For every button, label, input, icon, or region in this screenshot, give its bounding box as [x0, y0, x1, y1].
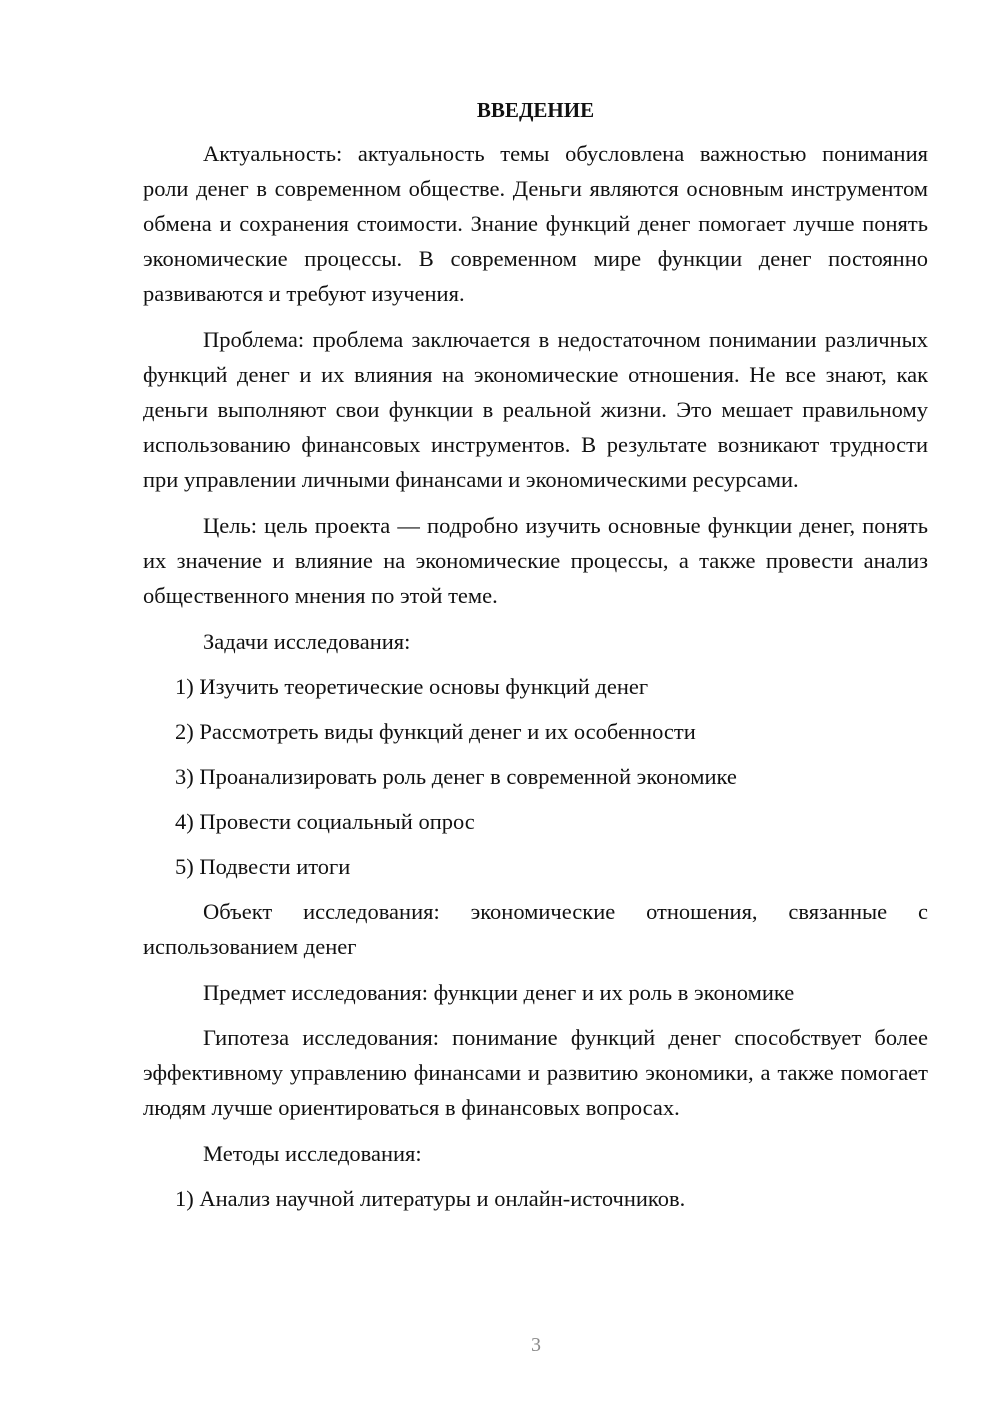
methods-heading: Методы исследования:	[203, 1141, 422, 1166]
page-title: ВВЕДЕНИЕ	[476, 98, 595, 122]
task-item-2: 2) Рассмотреть виды функций денег и их особенности	[175, 719, 696, 744]
relevance-paragraph: Актуальность: актуальность темы обусловлена важностью понимания роли денег в современном обществе. Деньги являются основным инструментом обмена и сохранения стоимости. Знание функций денег помогает лучше понять экономические процессы. В современном мире функции денег постоянно развиваются и требуют изучения.	[143, 141, 928, 306]
subject-paragraph: Предмет исследования: функции денег и их роль в экономике	[203, 980, 795, 1005]
hypothesis-paragraph: Гипотеза исследования: понимание функций денег способствует более эффективному управлению финансами и развитию экономики, а также помогает людям лучше ориентироваться в финансовых вопросах.	[143, 1025, 928, 1120]
object-paragraph: Объект исследования: экономические отношения, связанные с использованием денег	[143, 899, 928, 959]
tasks-heading: Задачи исследования:	[203, 629, 411, 654]
method-item-1: 1) Анализ научной литературы и онлайн-источников.	[175, 1186, 686, 1211]
goal-paragraph: Цель: цель проекта — подробно изучить основные функции денег, понять их значение и влияние на экономические процессы, а также провести анализ общественного мнения по этой теме.	[143, 513, 928, 608]
problem-paragraph: Проблема: проблема заключается в недостаточном понимании различных функций денег и их влияния на экономические отношения. Не все знают, как деньги выполняют свои функции в реальной жизни. Это мешает правильному использованию финансовых инструментов. В результате возникают трудности при управлении личными финансами и экономическими ресурсами.	[143, 327, 928, 492]
document-page	[143, 93, 928, 1226]
task-item-3: 3) Проанализировать роль денег в современной экономике	[175, 764, 737, 789]
task-item-5: 5) Подвести итоги	[175, 854, 351, 879]
page-number: 3	[531, 1334, 541, 1356]
task-item-1: 1) Изучить теоретические основы функций денег	[175, 674, 649, 699]
task-item-4: 4) Провести социальный опрос	[175, 809, 475, 834]
